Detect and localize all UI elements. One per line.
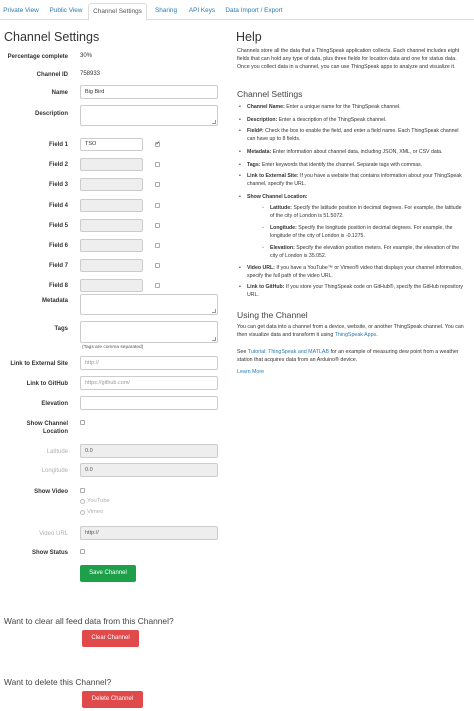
clear-heading: Want to clear all feed data from this Channel? [4,616,174,626]
save-channel-button[interactable]: Save Channel [80,565,136,582]
help-using-text-1: You can get data into a channel from a device, website, or another ThingSpeak channel. You can then visualize data and transform it using ThingSpeak Apps. [237,324,464,338]
delete-channel-button[interactable]: Delete Channel [82,691,143,708]
tab-data-import-export[interactable]: Data Import / Export [225,7,283,14]
field-8-checkbox[interactable] [155,283,160,288]
field-7-checkbox[interactable] [155,263,160,268]
field-3-checkbox[interactable] [155,182,160,187]
tab-channel-settings[interactable]: Channel Settings [88,3,147,21]
show-location-label [0,420,68,436]
help-item-channel-name: • Channel Name: Enter a unique name for the ThingSpeak channel. [247,104,467,112]
help-item-video-url: • Video URL: If you have a YouTube™ or Vimeo® video that displays your channel information, specify the full path of the video URL. [247,265,467,280]
channel-id-label: Channel ID [36,72,68,78]
delete-heading: Want to delete this Channel? [4,677,112,687]
external-site-label: Link to External Site [10,361,68,367]
field-label: Field 8 [48,283,68,290]
tab-public-view[interactable]: Public View [49,7,83,14]
youtube-label: YouTube [87,498,110,504]
resize-handle-icon[interactable] [212,120,216,124]
help-item-external-site: • Link to External Site: If you have a website that contains information about your ThingSpeak channel, specify the URL. [247,173,467,188]
tab-private-view[interactable]: Private View [3,7,39,14]
field-label: Field 5 [48,222,68,229]
clear-channel-button[interactable]: Clear Channel [82,630,139,647]
help-item-github: • Link to GitHub: If you store your ThingSpeak code on GitHub®, specify the GitHub repository URL. [247,284,467,299]
resize-handle-icon[interactable] [212,309,216,313]
field-label: Field 2 [48,162,68,169]
show-video-label: Show Video [34,489,68,495]
field-7-input[interactable] [80,259,143,272]
help-using-text-2: See Tutorial: ThingSpeak and MATLAB for an example of measuring dew point from a weather station that acquires data from an Arduino® device. [237,349,459,363]
field-6-input[interactable] [80,239,143,252]
settings-title: Channel Settings [4,30,100,44]
metadata-label: Metadata [41,298,68,304]
field-4-input[interactable] [80,199,143,212]
github-input[interactable]: https://github.com/ [80,376,218,390]
percentage-label: Percentage complete [7,54,68,60]
github-label: Link to GitHub [26,381,68,387]
field-4-checkbox[interactable] [155,203,160,208]
help-settings-heading: Channel Settings [237,89,303,99]
name-label: Name [51,90,68,96]
external-site-input[interactable]: http:// [80,356,218,370]
help-intro: Channels store all the data that a ThingSpeak application collects. Each channel includes eight fields that can hold any type of data, plus three fields for location data and one for status data. Once you collect data in a channel, you can use ThingSpeak apps to analyze and visualize it. [237,48,460,70]
field-8-input[interactable] [80,279,143,292]
help-item-tags: • Tags: Enter keywords that identify the channel. Separate tags with commas. [247,162,467,170]
elevation-input[interactable] [80,396,218,410]
video-url-label: Video URL [39,531,68,537]
latitude-input[interactable]: 0.0 [80,444,218,458]
field-6-checkbox[interactable] [155,243,160,248]
show-status-checkbox[interactable] [80,549,85,554]
tab-api-keys[interactable]: API Keys [188,7,216,14]
field-label: Field 7 [48,263,68,270]
resize-handle-icon[interactable] [212,337,216,341]
longitude-input[interactable]: 0.0 [80,463,218,477]
field-5-input[interactable] [80,219,143,232]
help-item-metadata: • Metadata: Enter information about channel data, including JSON, XML, or CSV data. [247,149,467,157]
field-2-checkbox[interactable] [155,162,160,167]
tags-textarea[interactable] [80,321,218,343]
tutorial-link[interactable]: Tutorial: ThingSpeak and MATLAB [247,349,329,355]
vimeo-radio[interactable] [80,510,85,515]
field-label: Field 3 [48,182,68,189]
elevation-label: Elevation [41,401,68,407]
field-1-checkbox[interactable] [155,142,160,147]
name-input[interactable]: Big Bird [80,85,218,99]
help-item-description: • Description: Enter a description of the ThingSpeak channel. [247,117,467,125]
help-using-heading: Using the Channel [237,310,308,320]
field-1-input[interactable]: TSO [80,138,143,151]
longitude-label: Longitude [41,468,68,474]
show-location-label-line2: Location [43,429,68,435]
show-status-label: Show Status [31,550,68,556]
description-label: Description [34,111,68,117]
tags-label: Tags [54,326,68,332]
field-3-input[interactable] [80,178,143,191]
percentage-value: 30% [80,53,93,59]
latitude-label: Latitude [46,449,68,455]
help-item-latitude: ◦ Latitude: Specify the latitude position in decimal degrees. For example, the latitude of the city of London is 51.5072. [270,205,466,220]
field-label: Field 6 [48,243,68,249]
video-url-input[interactable]: http:// [80,526,218,540]
channel-tabs [0,0,474,20]
field-5-checkbox[interactable] [155,223,160,228]
help-item-field: • Field#: Check the box to enable the field, and enter a field name. Each ThingSpeak channel can have up to 8 fields. [247,128,467,143]
youtube-radio[interactable] [80,499,85,504]
thingspeak-apps-link[interactable]: ThingSpeak Apps [334,332,377,338]
help-title: Help [236,30,262,44]
channel-id-value: 758933 [80,71,101,77]
show-video-checkbox[interactable] [80,488,85,493]
field-label: Field 4 [48,202,68,209]
tab-sharing[interactable]: Sharing [154,7,178,14]
field-label: Field 1 [48,142,68,148]
help-item-elevation: ◦ Elevation: Specify the elevation position meters. For example, the elevation of the city of London is 35.052. [270,245,466,260]
show-location-checkbox[interactable] [80,420,85,425]
description-textarea[interactable] [80,105,218,126]
help-item-show-location: • Show Channel Location: [247,194,467,202]
help-item-longitude: ◦ Longitude: Specify the longitude position in decimal degrees. For example, the longitude of the city of London is -0.1275. [270,225,466,240]
learn-more-link[interactable]: Learn More [237,369,265,375]
tags-hint: (Tags are comma separated) [82,345,144,350]
vimeo-label: Vimeo [87,509,104,515]
field-2-input[interactable] [80,158,143,171]
show-location-label-line1: Show Channel [26,421,68,427]
metadata-textarea[interactable] [80,294,218,315]
